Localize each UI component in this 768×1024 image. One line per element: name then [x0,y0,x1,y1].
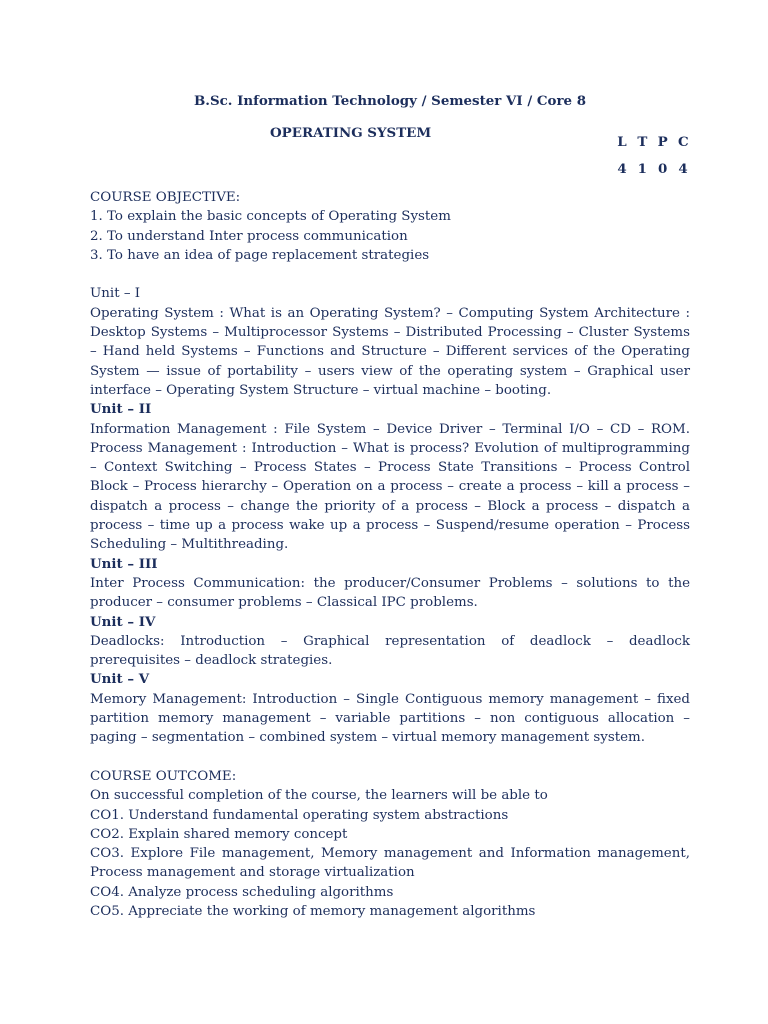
ltpc-value-c: 4 [678,161,688,177]
syllabus-body [90,188,690,921]
outcome-item: CO1. Understand fundamental operating system abstractions [90,807,509,823]
objective-item: 1. To explain the basic concepts of Operating System [90,209,451,225]
outcomes-heading: COURSE OUTCOME: [90,768,237,784]
spacer [90,265,690,284]
ltpc-label-t: T [637,134,648,150]
unit-1-content: Operating System : What is an Operating System? – Computing System Architecture : Desktop Systems – Multiprocessor Systems – Distributed Processing – Cluster Systems – Hand held Systems – Functions and Structure – Different services of the Operating System — issue of portability – users view of the operating system – Graphical user interface – Operating System Structure – virtual machine – booting. [90,305,690,398]
unit-4-title: Unit – IV [90,613,156,630]
unit-5-title: Unit – V [90,671,150,688]
unit-2-content: Information Management : File System – Device Driver – Terminal I/O – CD – ROM. Process Management : Introduction – What is process? Evolution of multiprogramming – Context Switching – Process States – Process State Transitions – Process Control Block – Process hierarchy – Operation on a process – create a process – kill a process – dispatch a process – change the priority of a process – Block a process – dispatch a process – time up a process wake up a process – Suspend/resume operation – Process Scheduling – Multithreading. [90,421,690,553]
unit-4-content: Deadlocks: Introduction – Graphical representation of deadlock – deadlock prerequisites – deadlock strategies. [90,633,690,669]
objective-item: 2. To understand Inter process communication [90,228,408,244]
outcomes-intro: On successful completion of the course, the learners will be able to [90,788,548,804]
ltpc-value-l: 4 [617,161,627,177]
outcome-item: CO3. Explore File management, Memory management and Information management, Process management and storage virtualization [90,846,690,881]
unit-5-content: Memory Management: Introduction – Single Contiguous memory management – fixed partition memory management – variable partitions – non contiguous allocation – paging – segmentation – combined system – virtual memory management system. [90,691,690,746]
unit-2-title: Unit – II [90,401,152,418]
outcome-item: CO4. Analyze process scheduling algorithms [90,884,394,900]
objective-item: 3. To have an idea of page replacement strategies [90,247,430,263]
ltpc-value-t: 1 [637,161,647,177]
objectives-heading: COURSE OBJECTIVE: [90,190,241,205]
ltpc-values [617,160,688,179]
subject-title: OPERATING SYSTEM [270,125,432,141]
unit-3-content: Inter Process Communication: the producer/Consumer Problems – solutions to the producer – consumer problems – Classical IPC problems. [90,575,690,611]
outcome-item: CO5. Appreciate the working of memory management algorithms [90,903,536,919]
ltpc-labels [617,133,688,152]
ltpc-label-p: P [657,134,668,150]
syllabus-page [90,0,690,1024]
ltpc-value-p: 0 [657,161,668,177]
spacer [90,748,690,767]
unit-1-title: Unit – I [90,286,141,302]
program-header: B.Sc. Information Technology / Semester VI / Core 8 [193,93,587,109]
ltpc-label-c: C [677,134,689,150]
outcome-item: CO2. Explain shared memory concept [90,826,348,842]
unit-3-title: Unit – III [90,555,158,572]
ltpc-label-l: L [617,134,627,150]
